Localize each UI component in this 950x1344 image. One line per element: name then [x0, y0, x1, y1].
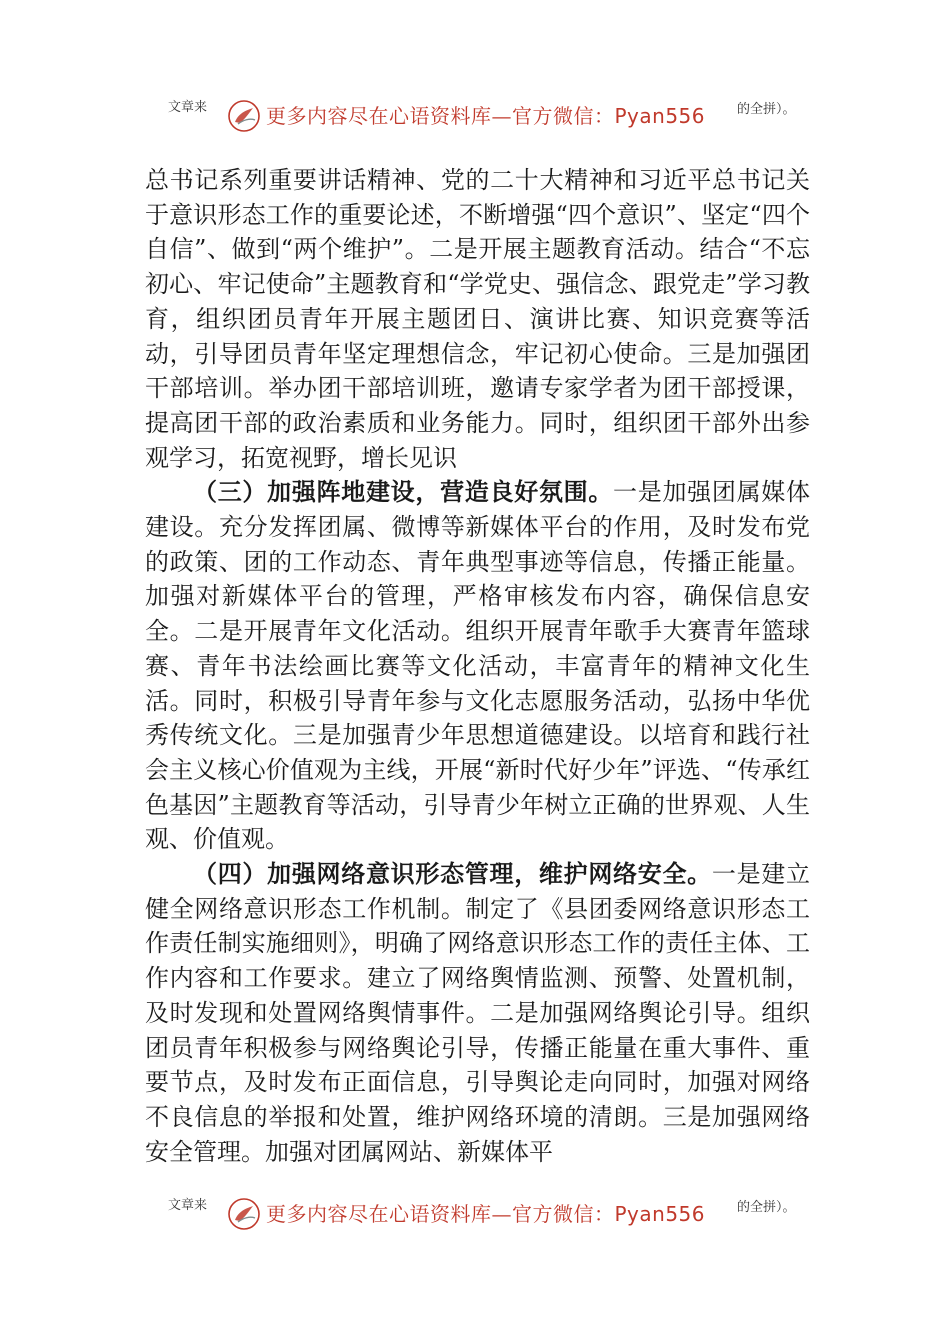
paragraph-3-text: 一是建立健全网络意识形态工作机制。制定了《县团委网络意识形态工作责任制实施细则》，明确了网络意识形态工作的责任主体、工作内容和工作要求。建立了网络舆情监测、预警、处置机制，及时发现和处置网络舆情事件。二是加强网络舆论引导。组织团员青年积极参与网络舆论引导，传播正能量在重大事件、重要节点，及时发布正面信息，引导舆论走向同时，加强对网络不良信息的举报和处置，维护网络环境的清朗。三是加强网络安全管理。加强对团属网站、新媒体平 — [145, 860, 810, 1166]
document-body — [145, 163, 810, 1169]
swan-logo-icon — [226, 98, 262, 134]
paragraph-1: 总书记系列重要讲话精神、党的二十大精神和习近平总书记关于意识形态工作的重要论述，不断增强“四个意识”、坚定“四个自信”、做到“两个维护”。二是开展主题教育活动。结合“不忘初心、牢记使命”主题教育和“学党史、强信念、跟党走”学习教育，组织团员青年开展主题团日、演讲比赛、知识竞赛等活动，引导团员青年坚定理想信念，牢记初心使命。三是加强团干部培训。举办团干部培训班，邀请专家学者为团干部授课，提高团干部的政治素质和业务能力。同时，组织团干部外出参观学习，拓宽视野，增长见识 — [145, 166, 810, 472]
footer-banner — [0, 1190, 950, 1250]
footer-right-text: 的全拼）。 — [737, 1200, 796, 1215]
paragraph-2 — [145, 475, 810, 857]
header-left-text: 文章来 — [168, 100, 208, 115]
paragraph-3 — [145, 857, 810, 1169]
swan-logo-icon — [226, 1196, 262, 1232]
footer-left-text: 文章来 — [168, 1198, 208, 1213]
footer-wechat-id: Pyan556 — [614, 1202, 706, 1226]
header-right-text: 的全拼）。 — [737, 102, 796, 117]
section-heading-3: （三）加强阵地建设，营造良好氛围。 — [193, 477, 614, 507]
header-wechat-id: Pyan556 — [614, 104, 706, 128]
paragraph-2-text: 一是加强团属媒体建设。充分发挥团属、微博等新媒体平台的作用，及时发布党的政策、团的工作动态、青年典型事迹等信息，传播正能量。加强对新媒体平台的管理，严格审核发布内容，确保信息安全。二是开展青年文化活动。组织开展青年歌手大赛青年篮球赛、青年书法绘画比赛等文化活动，丰富青年的精神文化生活。同时，积极引导青年参与文化志愿服务活动，弘扬中华优秀传统文化。三是加强青少年思想道德建设。以培育和践行社会主义核心价值观为主线，开展“新时代好少年”评选、“传承红色基因”主题教育等活动，引导青少年树立正确的世界观、人生观、价值观。 — [145, 478, 811, 854]
footer-slogan: 更多内容尽在心语资料库—官方微信：Pyan556 — [266, 1202, 706, 1226]
header-banner — [0, 92, 950, 152]
section-heading-4: （四）加强网络意识形态管理，维护网络安全。 — [193, 859, 712, 889]
header-slogan: 更多内容尽在心语资料库—官方微信：Pyan556 — [266, 104, 706, 128]
